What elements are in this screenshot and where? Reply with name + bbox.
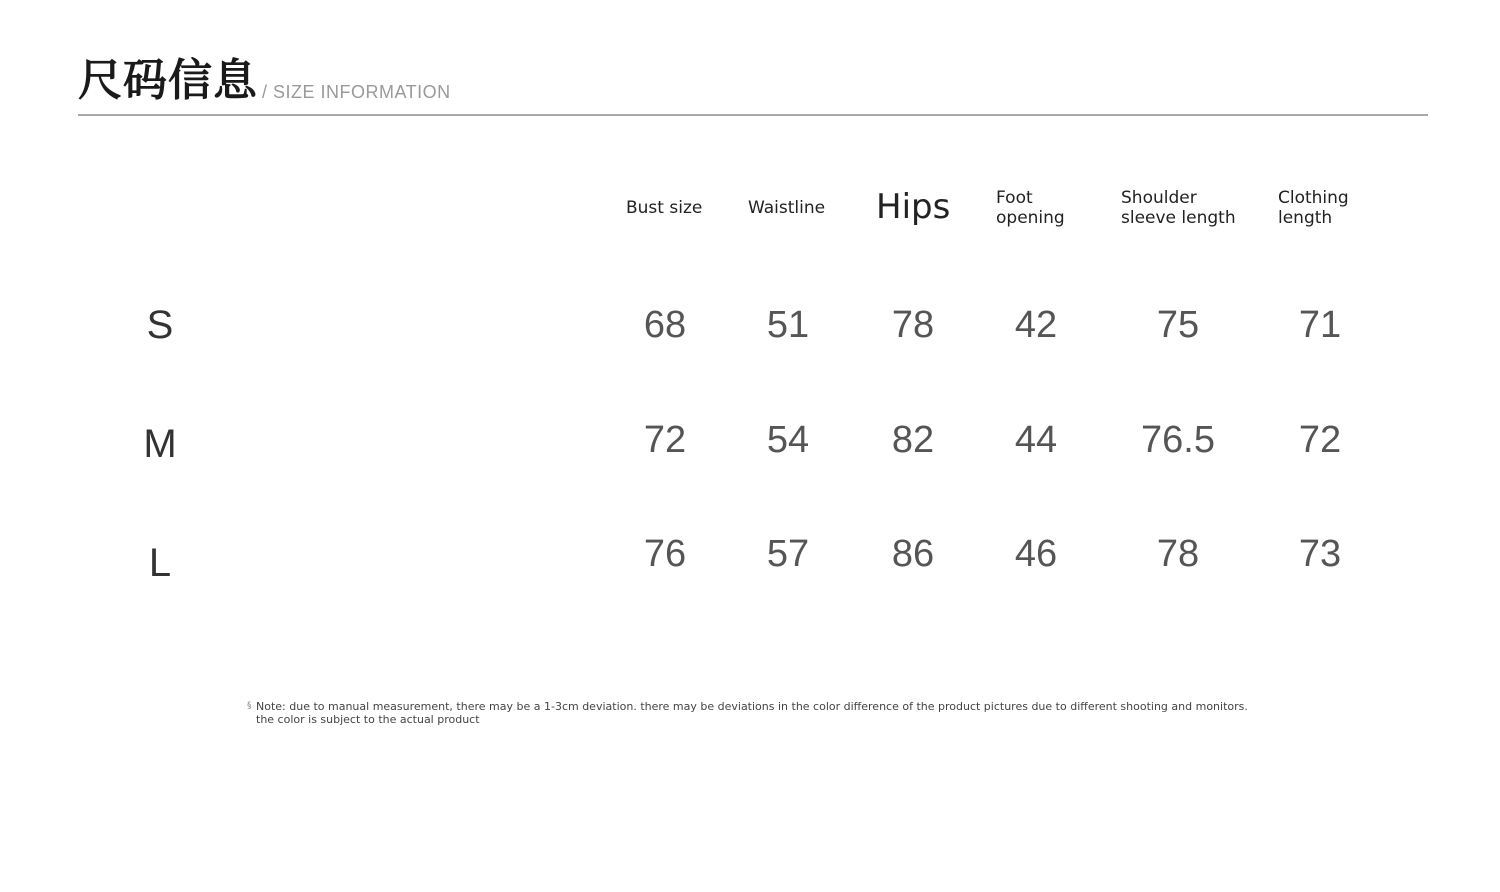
size-label-l: L xyxy=(148,541,172,585)
measurement-note: Note: due to manual measurement, there may be a 1-3cm deviation. there may be deviations in the color difference of the product pictures due to different shooting and monitors. the color is subject to the actual product xyxy=(256,700,1248,726)
table-cell: 78 xyxy=(891,304,935,346)
table-cell: 82 xyxy=(891,419,935,461)
column-header-foot-opening: Foot opening xyxy=(996,188,1065,228)
table-cell: 51 xyxy=(766,304,810,346)
size-info-header xyxy=(78,50,451,106)
header-divider xyxy=(78,114,1428,116)
column-header-shoulder-sleeve: Shoulder sleeve length xyxy=(1121,188,1236,228)
table-cell: 73 xyxy=(1298,533,1342,575)
table-cell: 54 xyxy=(766,419,810,461)
page-subtitle: / SIZE INFORMATION xyxy=(262,82,451,102)
column-header-waist: Waistline xyxy=(748,198,826,218)
table-cell: 72 xyxy=(1298,419,1342,461)
column-header-bust: Bust size xyxy=(626,198,703,218)
table-cell: 71 xyxy=(1298,304,1342,346)
note-marker: § xyxy=(247,701,252,711)
table-cell: 42 xyxy=(1014,304,1058,346)
table-cell: 57 xyxy=(766,533,810,575)
table-cell: 44 xyxy=(1014,419,1058,461)
size-label-s: S xyxy=(146,303,174,347)
table-cell: 86 xyxy=(891,533,935,575)
table-cell: 46 xyxy=(1014,533,1058,575)
table-cell: 76 xyxy=(643,533,687,575)
table-cell: 75 xyxy=(1156,304,1200,346)
size-label-m: M xyxy=(143,422,177,466)
column-header-hips: Hips xyxy=(876,187,951,227)
table-cell: 72 xyxy=(643,419,687,461)
table-cell: 68 xyxy=(643,304,687,346)
page-title: 尺码信息 xyxy=(78,55,258,106)
table-cell: 78 xyxy=(1156,533,1200,575)
table-cell: 76.5 xyxy=(1141,419,1215,461)
column-header-clothing-length: Clothing length xyxy=(1278,188,1349,228)
